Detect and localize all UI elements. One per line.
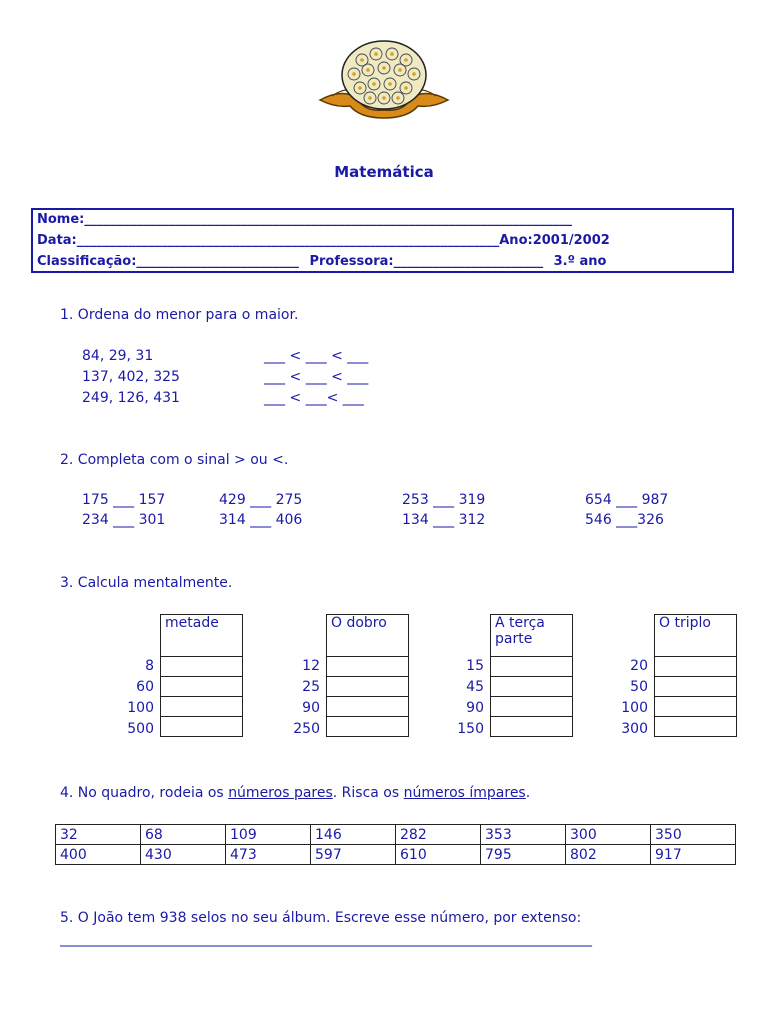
number-cell[interactable]: 802 bbox=[566, 845, 651, 865]
calc-table-triplo bbox=[654, 614, 737, 737]
calc-number: 50 bbox=[630, 679, 648, 695]
q2-item[interactable]: 654 ___ 987 bbox=[585, 492, 669, 508]
calc-number: 100 bbox=[127, 700, 154, 716]
calc-numbers-metade bbox=[114, 656, 154, 740]
calc-number: 100 bbox=[621, 700, 648, 716]
name-field[interactable] bbox=[37, 212, 728, 232]
grade-row bbox=[37, 254, 728, 274]
number-cell[interactable]: 597 bbox=[311, 845, 396, 865]
calc-number: 90 bbox=[466, 700, 484, 716]
answer-cell[interactable] bbox=[491, 657, 573, 677]
student-info-box bbox=[31, 208, 734, 273]
grade-label: 3.º ano bbox=[553, 254, 607, 269]
classification-field[interactable]: Classificação:_________________________ bbox=[37, 254, 299, 269]
calc-numbers-terca bbox=[444, 656, 484, 740]
calc-number: 60 bbox=[136, 679, 154, 695]
calc-table-metade bbox=[160, 614, 243, 737]
page-title: Matemática bbox=[334, 163, 434, 181]
answer-cell[interactable] bbox=[327, 717, 409, 737]
q2-item[interactable]: 253 ___ 319 bbox=[402, 492, 486, 508]
number-cell[interactable]: 282 bbox=[396, 825, 481, 845]
calc-numbers-dobro bbox=[280, 656, 320, 740]
answer-cell[interactable] bbox=[655, 717, 737, 737]
answer-cell[interactable] bbox=[161, 717, 243, 737]
q4-label-pre: 4. No quadro, rodeia os bbox=[60, 785, 229, 801]
q2-item[interactable]: 546 ___326 bbox=[585, 512, 664, 528]
answer-cell[interactable] bbox=[491, 717, 573, 737]
q2-item[interactable]: 175 ___ 157 bbox=[82, 492, 166, 508]
calc-number: 250 bbox=[293, 721, 320, 737]
q4-even-numbers: números pares bbox=[228, 785, 333, 801]
q1-answer-2[interactable]: ___ < ___ < ___ bbox=[264, 369, 369, 385]
q4-label-end: . bbox=[525, 785, 531, 801]
number-cell[interactable]: 610 bbox=[396, 845, 481, 865]
number-cell[interactable]: 473 bbox=[226, 845, 311, 865]
calc-numbers-triplo bbox=[608, 656, 648, 740]
number-grid bbox=[55, 824, 736, 865]
q2-item[interactable]: 134 ___ 312 bbox=[402, 512, 486, 528]
answer-cell[interactable] bbox=[655, 697, 737, 717]
teacher-field[interactable]: Professora:_______________________ bbox=[309, 254, 544, 269]
number-cell[interactable]: 146 bbox=[311, 825, 396, 845]
answer-cell[interactable] bbox=[327, 657, 409, 677]
number-grid-row bbox=[56, 825, 736, 845]
calc-number: 300 bbox=[621, 721, 648, 737]
number-cell[interactable]: 300 bbox=[566, 825, 651, 845]
number-cell[interactable]: 350 bbox=[651, 825, 736, 845]
answer-cell[interactable] bbox=[327, 677, 409, 697]
q2-item[interactable]: 234 ___ 301 bbox=[82, 512, 166, 528]
answer-cell[interactable] bbox=[327, 697, 409, 717]
number-grid-row bbox=[56, 845, 736, 865]
calc-number: 20 bbox=[630, 658, 648, 674]
calc-number: 15 bbox=[466, 658, 484, 674]
date-row bbox=[37, 233, 728, 253]
name-label: Nome:___________________________________________________________________________ bbox=[37, 212, 572, 227]
calc-header: metade bbox=[161, 615, 243, 657]
q4-odd-numbers: números ímpares bbox=[403, 785, 526, 801]
q1-answer-1[interactable]: ___ < ___ < ___ bbox=[264, 348, 369, 364]
calc-table-terca-parte bbox=[490, 614, 573, 737]
question-5-label: 5. O João tem 938 selos no seu álbum. Escreve esse número, por extenso: bbox=[60, 910, 582, 926]
question-4-label bbox=[60, 785, 530, 801]
calc-header: A terça parte bbox=[491, 615, 573, 657]
calc-header: O triplo bbox=[655, 615, 737, 657]
calc-number: 90 bbox=[302, 700, 320, 716]
answer-cell[interactable] bbox=[655, 657, 737, 677]
calc-table-dobro bbox=[326, 614, 409, 737]
number-cell[interactable]: 32 bbox=[56, 825, 141, 845]
number-cell[interactable]: 109 bbox=[226, 825, 311, 845]
year-label: Ano:2001/2002 bbox=[499, 233, 610, 248]
answer-cell[interactable] bbox=[161, 677, 243, 697]
question-2-label: 2. Completa com o sinal > ou <. bbox=[60, 452, 289, 468]
number-cell[interactable]: 430 bbox=[141, 845, 226, 865]
number-cell[interactable]: 68 bbox=[141, 825, 226, 845]
date-field[interactable]: Data:_________________________________________________________________ bbox=[37, 233, 500, 248]
q1-answer-3[interactable]: ___ < ___< ___ bbox=[264, 390, 364, 406]
question-1-label: 1. Ordena do menor para o maior. bbox=[60, 307, 299, 323]
calc-number: 12 bbox=[302, 658, 320, 674]
q4-label-mid: . Risca os bbox=[332, 785, 404, 801]
flower-logo bbox=[312, 38, 456, 122]
number-cell[interactable]: 353 bbox=[481, 825, 566, 845]
question-3-label: 3. Calcula mentalmente. bbox=[60, 575, 233, 591]
q1-numbers-2: 137, 402, 325 bbox=[82, 369, 180, 385]
number-cell[interactable]: 400 bbox=[56, 845, 141, 865]
answer-cell[interactable] bbox=[161, 697, 243, 717]
calc-number: 45 bbox=[466, 679, 484, 695]
answer-cell[interactable] bbox=[491, 697, 573, 717]
calc-number: 8 bbox=[145, 658, 154, 674]
number-cell[interactable]: 917 bbox=[651, 845, 736, 865]
q2-item[interactable]: 314 ___ 406 bbox=[219, 512, 303, 528]
q1-numbers-1: 84, 29, 31 bbox=[82, 348, 154, 364]
calc-number: 500 bbox=[127, 721, 154, 737]
answer-cell[interactable] bbox=[161, 657, 243, 677]
calc-header: O dobro bbox=[327, 615, 409, 657]
q1-numbers-3: 249, 126, 431 bbox=[82, 390, 180, 406]
number-cell[interactable]: 795 bbox=[481, 845, 566, 865]
answer-cell[interactable] bbox=[655, 677, 737, 697]
answer-cell[interactable] bbox=[491, 677, 573, 697]
calc-number: 150 bbox=[457, 721, 484, 737]
q2-item[interactable]: 429 ___ 275 bbox=[219, 492, 303, 508]
q5-answer-line[interactable]: ____________________________________________________________________________ bbox=[60, 931, 592, 947]
calc-number: 25 bbox=[302, 679, 320, 695]
